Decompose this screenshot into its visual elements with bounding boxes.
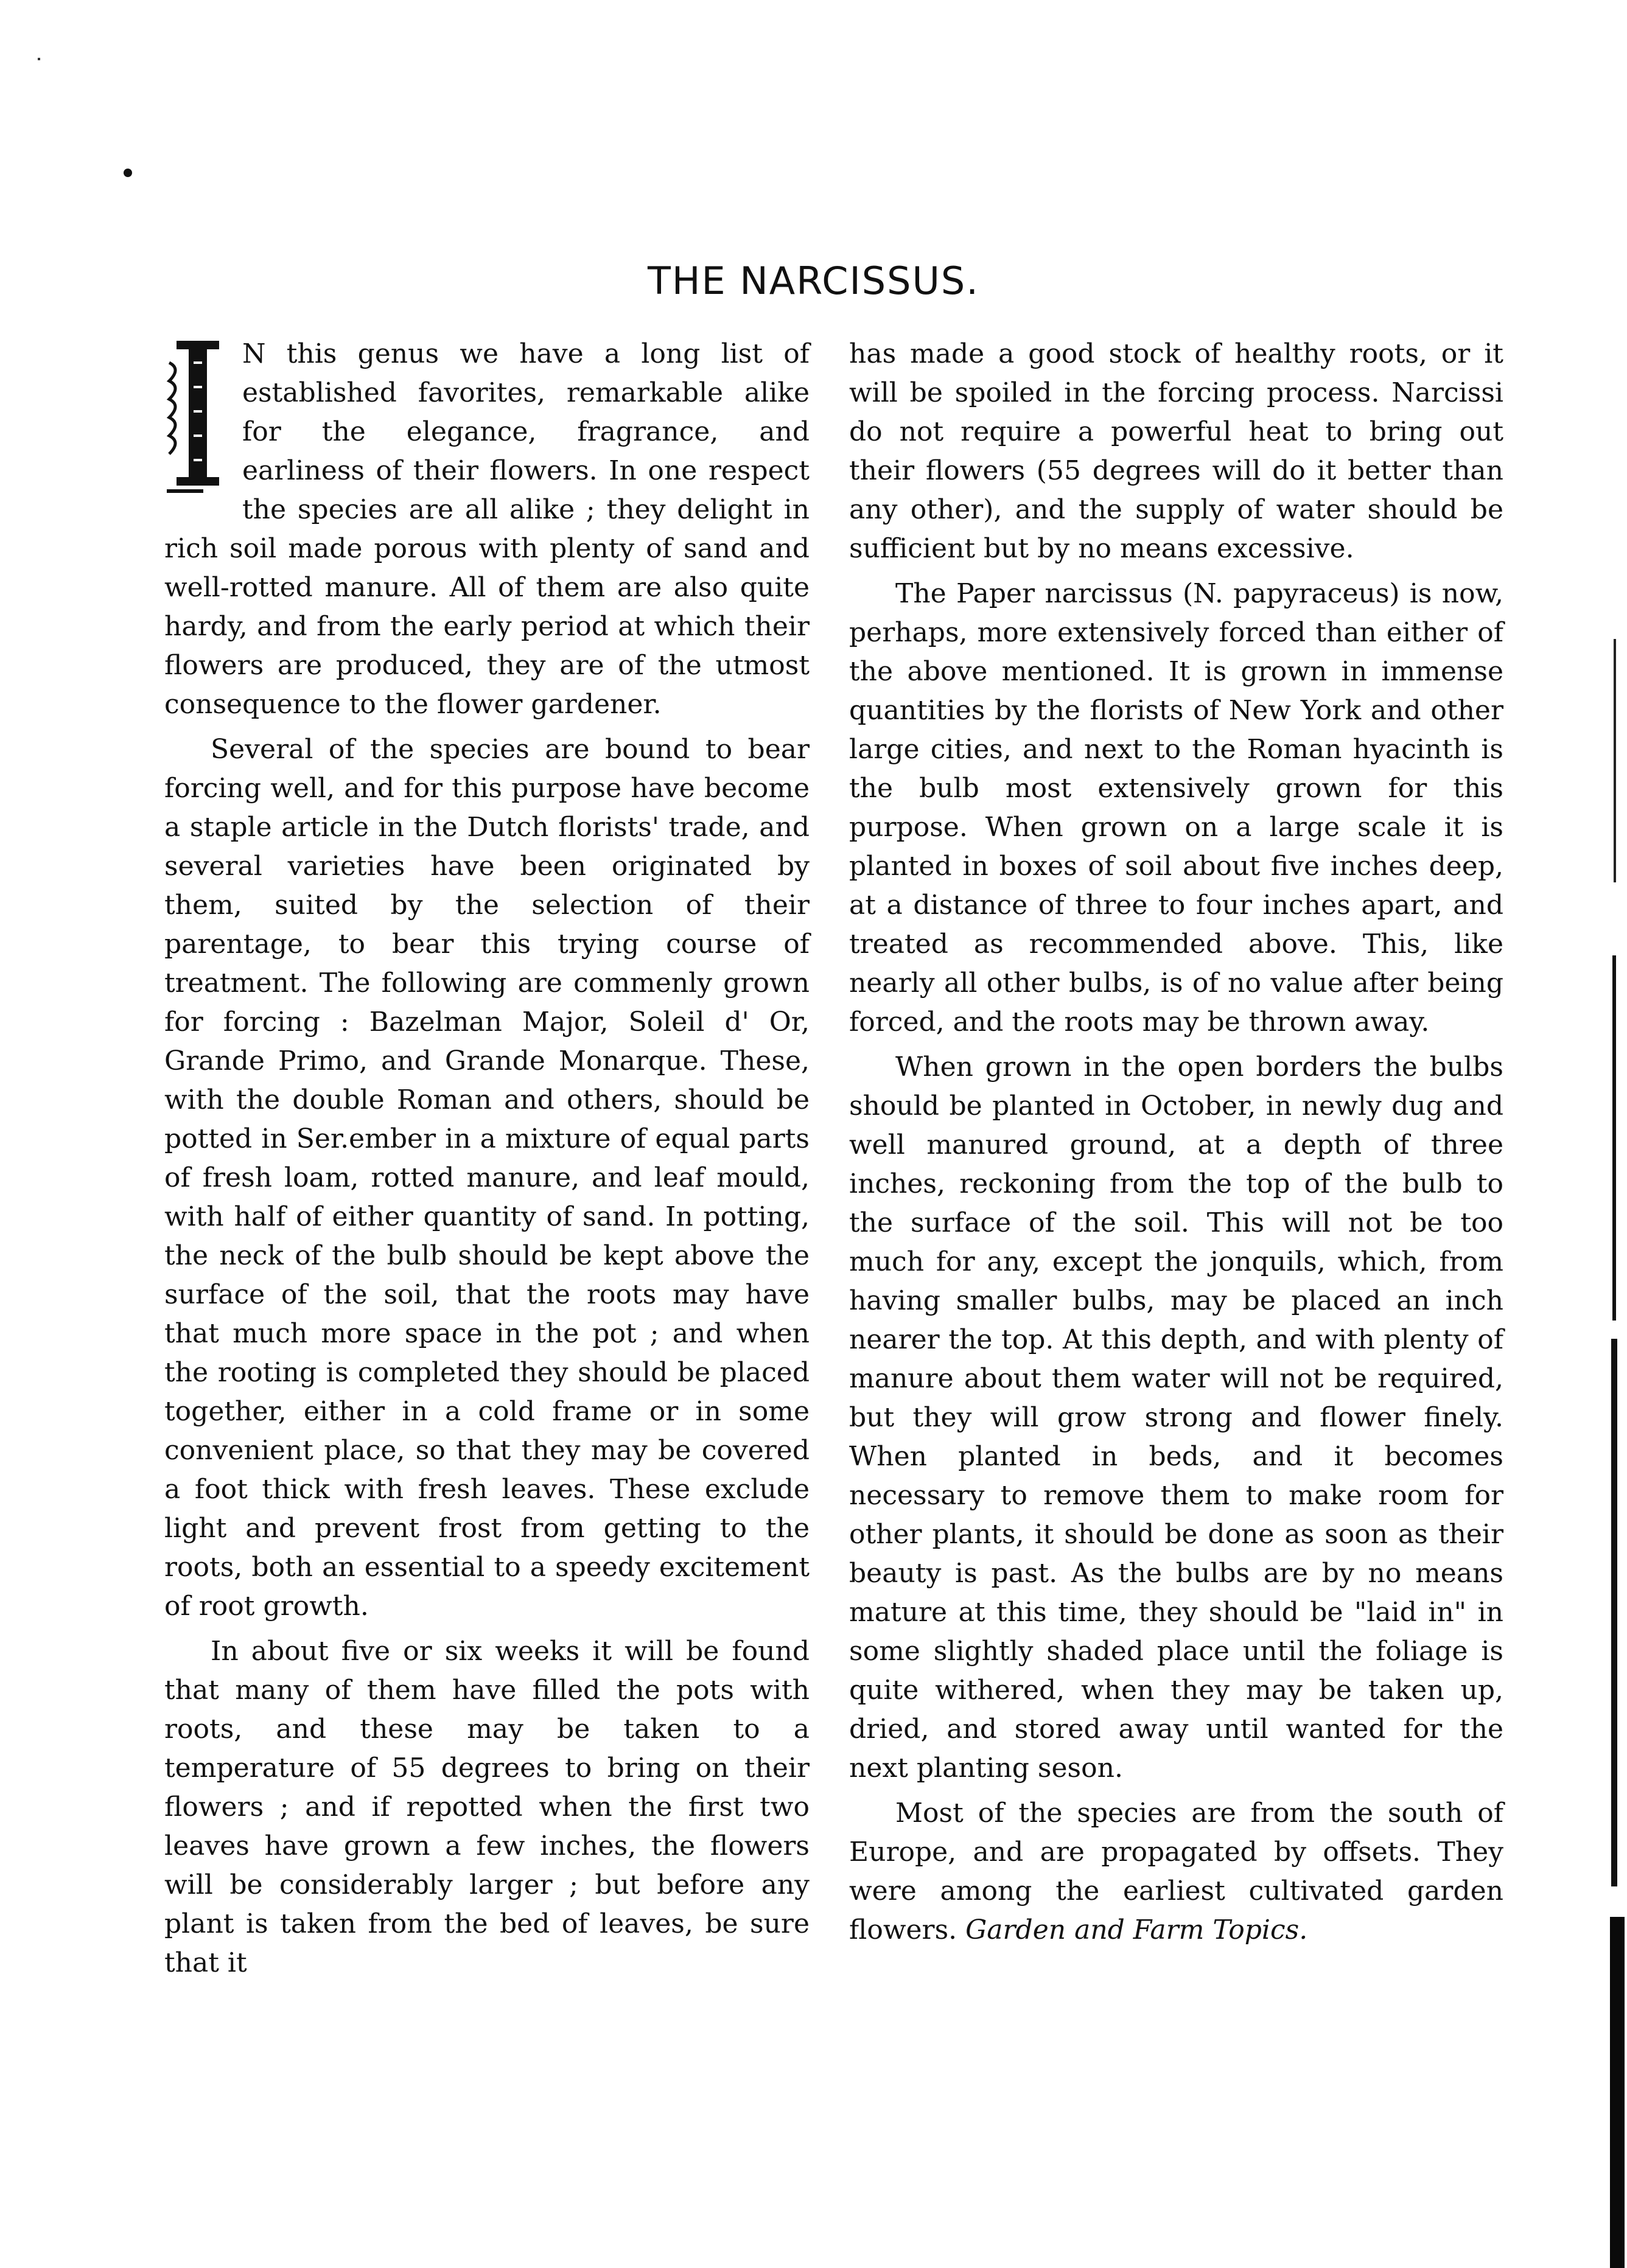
left-column — [164, 335, 810, 1989]
paragraph: When grown in the open borders the bulbs should be planted in October, in newly dug and well manured ground, at a depth of three inches, reckoning from the top of the bulb to the surface of the soil. This will not be too much for any, except the jonquils, which, from having smaller bulbs, may be placed an inch nearer the top. At this depth, and with plenty of manure about them water will not be required, but they will grow strong and flower finely. When planted in beds, and it becomes necessary to remove them to make room for other plants, it should be done as soon as their beauty is past. As the bulbs are by no means mature at this time, they should be "laid in" in some slightly shaded place until the foliage is quite withered, when they may be taken up, dried, and stored away until wanted for the next planting seson. — [849, 1052, 1503, 1784]
paragraph: has made a good stock of healthy roots, or it will be spoiled in the forcing process. Narcissi do not require a powerful heat to bring out their flowers (55 degrees will do it better than any other), and the supply of water should be sufficient but by no means excessive. — [849, 338, 1503, 564]
ornamental-initial-i-icon — [164, 338, 231, 497]
paragraph: The Paper narcissus (N. papyraceus) is now, perhaps, more extensively forced than either of the above mentioned. It is grown in immense quantities by the florists of New York and other large cities, and next to the Roman hyacinth is the bulb most extensively grown for this purpose. When grown on a large scale it is planted in boxes of soil about five inches deep, at a distance of three to four inches apart, and treated as recommended above. This, like nearly all other bulbs, is of no value after being forced, and the roots may be thrown away. — [849, 578, 1503, 1038]
paragraph — [849, 1794, 1503, 1950]
scan-speck — [38, 58, 40, 60]
paragraph: In about five or six weeks it will be found that many of them have filled the pots with roots, and these may be taken to a temperature of 55 degrees to bring on their flowers ; and if repotted when the first two leaves have grown a few inches, the flowers will be considerably larger ; but before any plant is taken from the bed of leaves, be sure that it — [164, 1636, 810, 1978]
page-title: THE NARCISSUS. — [648, 259, 979, 303]
paragraph-text: Most of the species are from the south of Europe, and are propagated by offsets. They were among the earliest cultivated garden flowers. — [849, 1798, 1503, 1945]
bullet-dot — [124, 169, 132, 177]
scan-edge-shadow — [1609, 639, 1627, 2268]
paragraph-text: N this genus we have a long list of established favorites, remarkable alike for the elegance, fragrance, and earliness of their flowers. In one respect the species are all alike ; they delight in rich soil made porous with plenty of sand and well-rotted manure. All of them are also quite hardy, and from the early period at which their flowers are produced, they are of the utmost consequence to the flower gardener. — [164, 338, 810, 720]
paragraph: Several of the species are bound to bear forcing well, and for this purpose have become a staple article in the Dutch florists' trade, and several varieties have been originated by them, suited by the selection of their parentage, to bear this trying course of treatment. The following are commenly grown for forcing : Bazelman Major, Soleil d' Or, Grande Primo, and Grande Monarque. These, with the double Roman and others, should be potted in Ser.ember in a mixture of equal parts of fresh loam, rotted manure, and leaf mould, with half of either quantity of sand. In potting, the neck of the bulb should be kept above the surface of the soil, that the roots may have that much more space in the pot ; and when the rooting is completed they should be placed together, either in a cold frame or in some convenient place, so that they may be covered a foot thick with fresh leaves. These exclude light and prevent frost from getting to the roots, both an essential to a speedy excitement of root growth. — [164, 734, 810, 1622]
paragraph — [164, 335, 810, 724]
source-attribution: Garden and Farm Topics. — [965, 1914, 1308, 1945]
right-column — [849, 335, 1503, 1956]
